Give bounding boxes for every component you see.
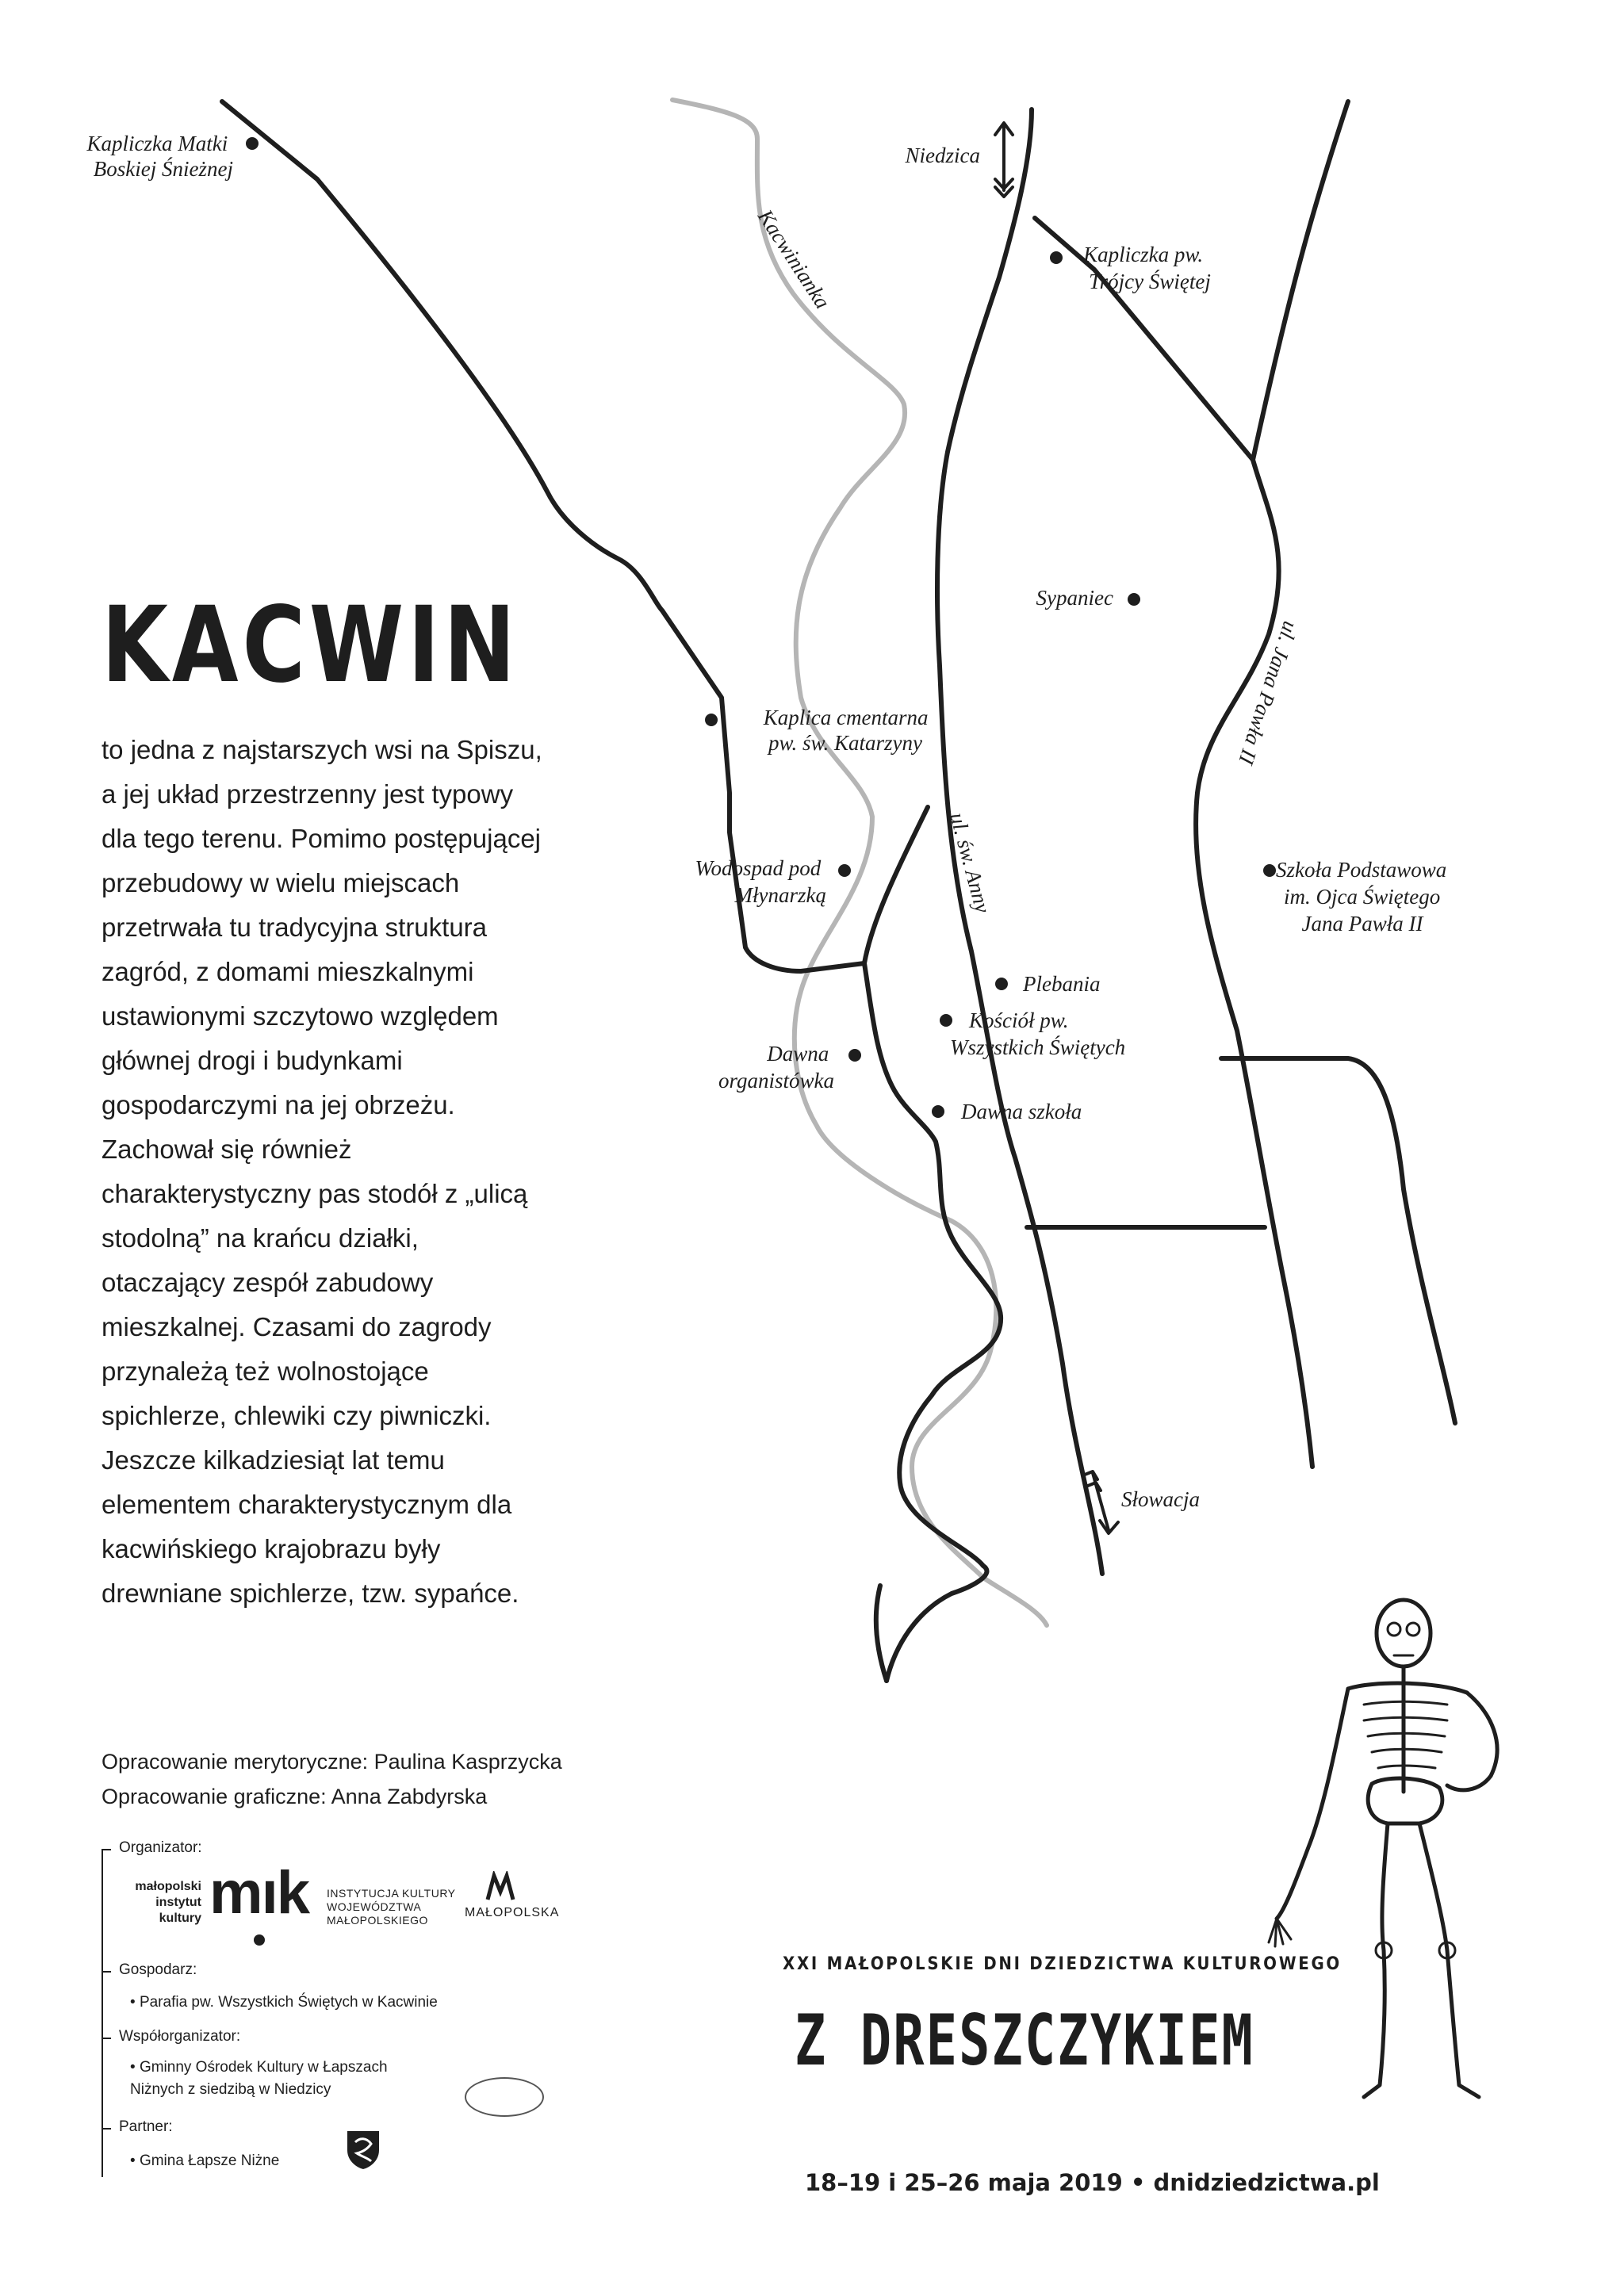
mik-logo-dot — [254, 1934, 265, 1946]
label-line: Trójcy Świętej — [1089, 270, 1211, 293]
label-szkola — [1276, 858, 1452, 936]
label-kosciol — [950, 1008, 1125, 1059]
kaplica-cmentarna-dot — [705, 714, 718, 726]
label-dawna-szkola: Dawna szkoła — [961, 1100, 1082, 1123]
village-description: to jedna z najstarszych wsi na Spiszu, a jej układ przestrzenny jest typowy dla tego terenu. Pomimo postępującej przebudowy w wielu miejscach przetrwała tu tradycyjna struktura zagród, z domami mieszkalnymi ustawionymi szczytowo względem głównej drogi i budynkami gospodarczymi na jej obrzeżu. Zachował się również charakterystyczny pas stodół z „ulicą stodolną” na krańcu działki, otaczający zespół zabudowy mieszkalnej. Czasami do zagrody przynależą też wolnostojące spichlerze, chlewiki czy piwniczki. Jeszcze kilkadziesiąt lat temu elementem charakterystycznym dla kacwińskiego krajobrazu były drewniane spichlerze, tzw. sypańce. — [102, 735, 542, 1608]
label-line: Kaplica cmentarna — [763, 706, 929, 729]
kapliczka-trojcy-dot — [1050, 251, 1063, 264]
niedzica-arrow — [995, 123, 1013, 197]
label-line: Kapliczka Matki — [86, 132, 228, 155]
partner-item: • Gmina Łapsze Niżne — [130, 2152, 280, 2169]
szkola-dot — [1263, 864, 1276, 877]
label-wodospad — [695, 856, 826, 907]
label-slowacja: Słowacja — [1121, 1487, 1200, 1511]
dawna-szkola-dot — [932, 1105, 944, 1118]
section-tick — [102, 1971, 111, 1973]
label-sypaniec: Sypaniec — [1036, 586, 1113, 610]
label-line: organistówka — [718, 1069, 834, 1093]
partner-name: Gmina Łapsze Niżne — [139, 2152, 280, 2169]
mik-small-line: małopolski — [135, 1880, 201, 1893]
label-line: Kapliczka pw. — [1083, 243, 1204, 266]
organizer-label: Organizator: — [119, 1839, 202, 1856]
malopolska-logo — [465, 1871, 560, 1920]
mik-small-line: instytut — [155, 1896, 201, 1909]
host-item: • Parafia pw. Wszystkich Świętych w Kacwinie — [130, 1994, 438, 2011]
road-east-branch — [1221, 1058, 1455, 1423]
label-kaplica-cmentarna — [763, 706, 933, 755]
kapliczka-matki-dot — [246, 137, 259, 150]
label-line: Kościół pw. — [969, 1008, 1069, 1032]
mik-logo: mık — [209, 1859, 308, 1927]
mik-small-line: kultury — [159, 1911, 201, 1925]
coorganizer-item: • Gminny Ośrodek Kultury w Łapszach Niżnych z siedzibą w Niedzicy — [130, 2059, 388, 2098]
sypaniec-dot — [1128, 593, 1140, 606]
wodospad-dot — [838, 864, 851, 877]
label-line: pw. św. Katarzyny — [768, 731, 923, 755]
malopolska-mark-icon — [485, 1871, 516, 1903]
organistowka-dot — [848, 1049, 861, 1062]
credits — [102, 1744, 562, 1814]
label-street-jana-pawla: ul. Jana Pawła II — [1234, 618, 1303, 767]
mik-small-text — [125, 1879, 201, 1927]
credit-design: Opracowanie graficzne: Anna Zabdyrska — [102, 1785, 488, 1808]
label-kapliczka-matki — [86, 132, 233, 181]
label-line: Wodospad pod — [695, 856, 822, 880]
section-tick — [102, 2038, 111, 2039]
label-line: Szkoła Podstawowa — [1275, 858, 1447, 882]
section-tick — [102, 1849, 111, 1850]
label-line: Wszystkich Świętych — [950, 1035, 1126, 1059]
partners-block — [102, 1839, 641, 2188]
kosciol-dot — [940, 1014, 952, 1027]
section-tick — [102, 2128, 111, 2130]
coorganizer-name: Gminny Ośrodek Kultury w Łapszach Niżnych z siedzibą w Niedzicy — [130, 2059, 388, 2098]
malopolska-wordmark: MAŁOPOLSKA — [465, 1906, 560, 1919]
label-line: Jana Pawła II — [1301, 912, 1423, 936]
gmina-crest-logo — [339, 2130, 387, 2175]
label-line: Dawna — [767, 1042, 829, 1066]
label-street-sw-anny: ul. św. Anny — [945, 809, 995, 916]
event-subtitle: XXI MAŁOPOLSKIE DNI DZIEDZICTWA KULTUROWEGO — [783, 1954, 1342, 1974]
page-title: KACWIN — [102, 584, 519, 706]
label-niedzica: Niedzica — [905, 144, 980, 167]
host-label: Gospodarz: — [119, 1961, 197, 1978]
plebania-dot — [995, 978, 1008, 990]
event-title: Z DRESZCZYKIEM — [795, 1999, 1254, 2081]
partner-label: Partner: — [119, 2118, 173, 2135]
label-organistowka — [718, 1042, 834, 1093]
label-river: Kacwinianka — [753, 205, 835, 313]
label-kapliczka-trojcy — [1082, 243, 1211, 293]
label-line: Boskiej Śnieżnej — [93, 157, 233, 181]
credit-content: Opracowanie merytoryczne: Paulina Kasprzycka — [102, 1750, 562, 1774]
road-south-west — [876, 1586, 887, 1681]
coat-of-arms-icon — [346, 2130, 381, 2171]
label-plebania: Plebania — [1023, 972, 1101, 996]
event-dates: 18–19 i 25–26 maja 2019 • dnidziedzictwa.pl — [805, 2169, 1380, 2196]
skeleton-illustration — [1253, 1586, 1554, 2109]
mik-institution-text: INSTYTUCJA KULTURY WOJEWÓDZTWA MAŁOPOLSKIEGO — [327, 1887, 456, 1927]
label-line: Młynarzką — [734, 883, 826, 907]
gok-stamp-logo — [465, 2077, 544, 2117]
host-name: Parafia pw. Wszystkich Świętych w Kacwinie — [139, 1994, 438, 2011]
road-jana-pawla — [1196, 101, 1348, 1467]
coorganizer-label: Współorganizator: — [119, 2028, 241, 2045]
label-line: im. Ojca Świętego — [1284, 885, 1441, 909]
